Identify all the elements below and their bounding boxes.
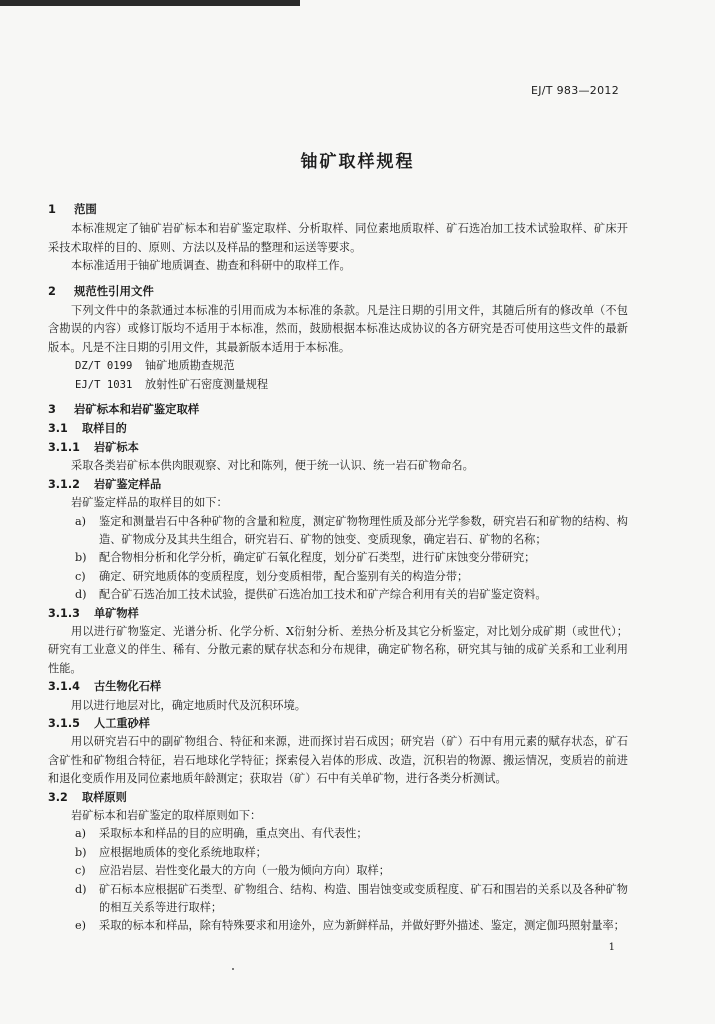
section-3-heading <box>48 400 628 418</box>
list-text: 配合矿石选冶加工技术试验，提供矿石选冶加工技术和矿产综合利用有关的岩矿鉴定资料。 <box>99 588 547 602</box>
list-marker: a) <box>75 827 87 841</box>
list-text: 配合物相分析和化学分析，确定矿石氧化程度，划分矿石类型，进行矿床蚀变分带研究； <box>99 551 536 565</box>
list-marker: a) <box>75 514 87 528</box>
page-number: 1 <box>608 942 615 953</box>
subsection-3-1-1-paragraph: 采取各类岩矿标本供肉眼观察、对比和陈列，便于统一认识、统一岩石矿物命名。 <box>71 459 474 473</box>
subsection-3-1-4-heading <box>48 678 628 696</box>
section-title: 规范性引用文件 <box>74 283 154 298</box>
subsection-title: 取样目的 <box>82 422 127 436</box>
subsection-3-2-intro: 岩矿标本和岩矿鉴定的取样原则如下： <box>71 809 262 822</box>
list-item <box>48 568 628 586</box>
list-marker: e) <box>75 919 86 933</box>
section-2-heading <box>48 282 628 300</box>
list-marker: d) <box>75 882 87 896</box>
list-item <box>48 825 628 843</box>
reference-item <box>48 376 628 394</box>
subsection-3-1-4-paragraph: 用以进行地层对比，确定地质时代及沉积环境。 <box>71 698 306 712</box>
subsection-title: 古生物化石样 <box>94 680 162 694</box>
subsection-number: 3.1.4 <box>48 680 80 694</box>
list-item <box>48 549 628 567</box>
list-text: 应根据地质体的变化系统地取样； <box>99 845 267 859</box>
list-text: 确定、研究地质体的变质程度，划分变质相带，配合鉴别有关的构造分带； <box>99 569 469 583</box>
section-number: 3 <box>48 402 56 417</box>
scan-edge-rule <box>0 0 300 6</box>
list-text: 采取的标本和样品，除有特殊要求和用途外，应为新鲜样品，并做好野外描述、鉴定，测定伽玛照射量率； <box>99 919 625 933</box>
list-item <box>48 586 628 604</box>
section-number: 1 <box>48 202 56 216</box>
subsection-3-1-2-heading <box>48 476 628 494</box>
list-item <box>48 844 628 862</box>
subsection-number: 3.1.5 <box>48 716 80 730</box>
subsection-3-1-heading <box>48 420 628 438</box>
subsection-number: 3.1.3 <box>48 606 80 620</box>
list-marker: c) <box>75 569 86 583</box>
list-marker: d) <box>75 588 87 602</box>
list-item <box>48 881 628 918</box>
section-1-paragraph-1: 本标准规定了铀矿岩矿标本和岩矿鉴定取样、分析取样、同位素地质取样、矿石选冶加工技术试验取样、矿床开采技术取样的目的、原则、方法以及样品的整理和运送等要求。 <box>48 222 628 254</box>
reference-item <box>48 357 628 375</box>
list-item <box>48 513 628 550</box>
document-title: 铀矿取样规程 <box>300 152 415 172</box>
subsection-3-1-5-heading <box>48 715 628 733</box>
subsection-number: 3.1.2 <box>48 477 80 491</box>
subsection-title: 岩矿鉴定样品 <box>94 477 162 491</box>
reference-name: 铀矿地质勘查规范 <box>145 359 235 373</box>
subsection-3-1-3-heading <box>48 605 628 623</box>
list-marker: c) <box>75 864 86 878</box>
subsection-3-1-1-heading <box>48 439 628 457</box>
reference-code: EJ/T 1031 <box>75 378 133 391</box>
section-title: 岩矿标本和岩矿鉴定取样 <box>74 402 200 417</box>
list-marker: b) <box>75 551 87 565</box>
list-text: 采取标本和样品的目的应明确，重点突出、有代表性； <box>99 827 368 841</box>
section-1-paragraph-2: 本标准适用于铀矿地质调查、勘查和科研中的取样工作。 <box>71 259 351 273</box>
subsection-number: 3.1 <box>48 422 68 436</box>
section-title: 范围 <box>74 202 97 216</box>
scan-speck <box>232 968 234 970</box>
subsection-3-2-heading <box>48 789 628 807</box>
standard-number: EJ/T 983—2012 <box>530 84 619 97</box>
list-marker: b) <box>75 845 87 859</box>
section-number: 2 <box>48 283 56 298</box>
section-2-paragraph: 下列文件中的条款通过本标准的引用而成为本标准的条款。凡是注日期的引用文件，其随后所有的修改单（不包含勘误的内容）或修订版均不适用于本标准，然而，鼓励根据本标准达成协议的各方研究是否可使用这些文件的最新版本。凡是不注日期的引用文件，其最新版本适用于本标准。 <box>48 304 628 354</box>
subsection-number: 3.1.1 <box>48 440 80 454</box>
list-item <box>48 862 628 880</box>
section-1-heading <box>48 200 628 218</box>
reference-code: DZ/T 0199 <box>75 360 133 373</box>
subsection-title: 单矿物样 <box>94 606 139 620</box>
subsection-title: 人工重砂样 <box>94 716 150 730</box>
subsection-3-1-3-paragraph: 用以进行矿物鉴定、光谱分析、化学分析、X衍射分析、差热分析及其它分析鉴定，对比划分成矿期（或世代）；研究有工业意义的伴生、稀有、分散元素的赋存状态和分布规律，确定矿物名称，研究其与铀的成矿关系和工业利用性能。 <box>48 624 628 675</box>
list-text: 矿石标本应根据矿石类型、矿物组合、结构、构造、围岩蚀变或变质程度、矿石和围岩的关系以及各种矿物的相互关系等进行取样； <box>99 882 628 915</box>
reference-name: 放射性矿石密度测量规程 <box>145 377 269 391</box>
subsection-title: 岩矿标本 <box>94 440 139 454</box>
list-text: 鉴定和测量岩石中各种矿物的含量和粒度，测定矿物物理性质及部分光学参数，研究岩石和矿物的结构、构造、矿物成分及其共生组合，研究岩石、矿物的蚀变、变质现象，确定岩石、矿物的名称； <box>99 514 628 546</box>
subsection-number: 3.2 <box>48 790 68 804</box>
list-item <box>48 917 628 935</box>
subsection-3-1-5-paragraph: 用以研究岩石中的副矿物组合、特征和来源，进而探讨岩石成因；研究岩（矿）石中有用元素的赋存状态，矿石含矿性和矿物组合特征，岩石地球化学特征；探索侵入岩体的形成、改造，沉积岩的物源、搬运情况，变质岩的前进和退化变质作用及同位素地质年龄测定；获取岩（矿）石中有关单矿物，进行各类分析测试。 <box>48 735 628 786</box>
subsection-3-1-2-intro: 岩矿鉴定样品的取样目的如下： <box>71 496 228 510</box>
subsection-title: 取样原则 <box>82 790 127 804</box>
list-text: 应沿岩层、岩性变化最大的方向（一般为倾向方向）取样； <box>99 864 390 878</box>
document-body <box>48 196 628 936</box>
